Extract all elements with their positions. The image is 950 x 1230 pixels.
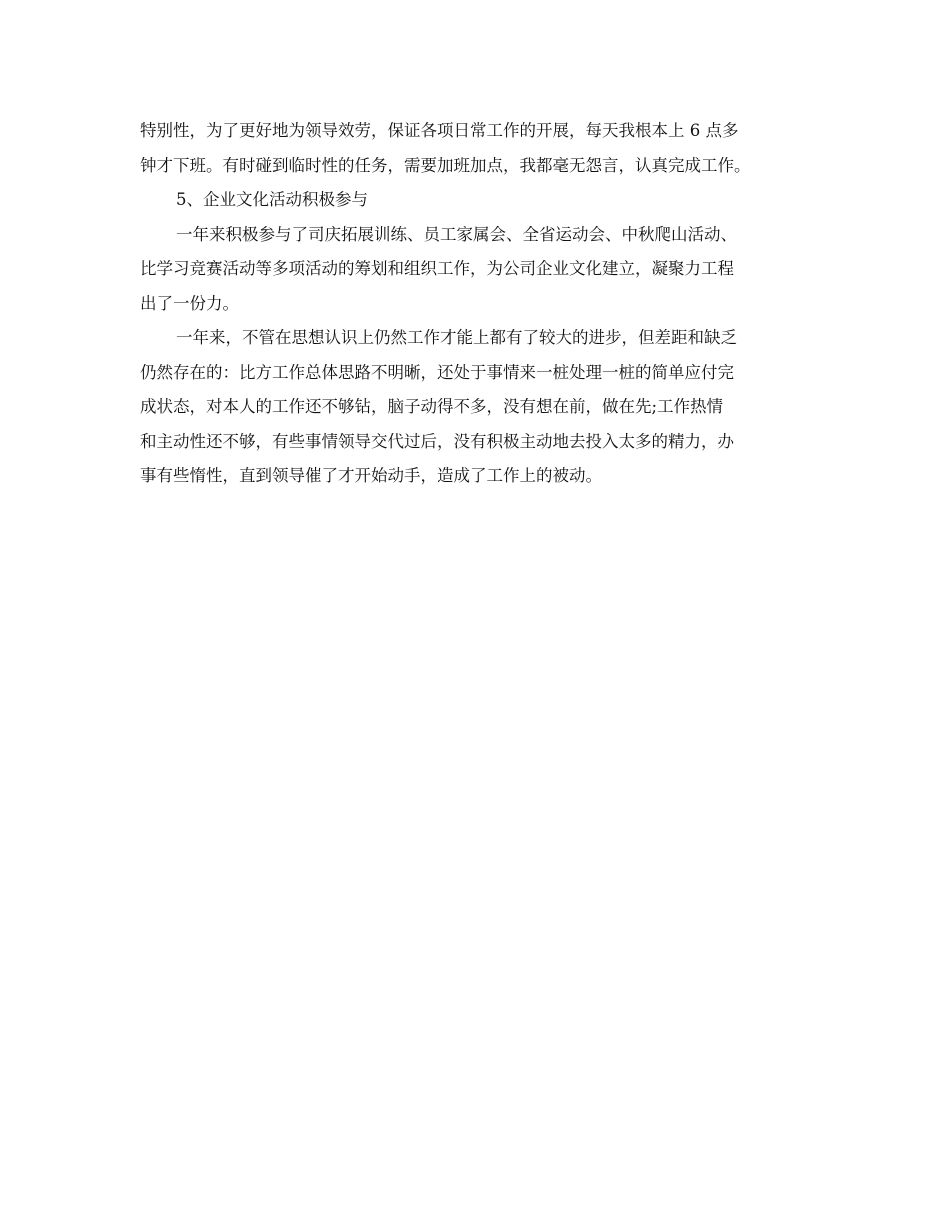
text-line-1: 特别性，为了更好地为领导效劳，保证各项日常工作的开展，每天我根本上 6 点多 <box>140 121 739 140</box>
text-line-8: 仍然存在的：比方工作总体思路不明晰，还处于事情来一桩处理一桩的简单应付完 <box>140 362 734 382</box>
text-line-10: 和主动性还不够，有些事情领导交代过后，没有积极主动地去投入太多的精力，办 <box>140 431 734 451</box>
text-line-4: 一年来积极参与了司庆拓展训练、员工家属会、全省运动会、中秋爬山活动、 <box>176 224 737 244</box>
section-heading-5: 5、企业文化活动积极参与 <box>176 190 368 209</box>
text-line-5: 比学习竞赛活动等多项活动的筹划和组织工作，为公司企业文化建立，凝聚力工程 <box>140 259 734 278</box>
text-line-2: 钟才下班。有时碰到临时性的任务，需要加班加点，我都毫无怨言，认真完成工作。 <box>140 155 751 175</box>
text-line-9: 成状态，对本人的工作还不够钻，脑子动得不多，没有想在前，做在先;工作热情 <box>140 397 724 416</box>
text-line-7: 一年来，不管在思想认识上仍然工作才能上都有了较大的进步，但差距和缺乏 <box>176 328 737 347</box>
text-line-11: 事有些惰性，直到领导催了才开始动手，造成了工作上的被动。 <box>140 466 602 485</box>
document-body <box>140 114 825 494</box>
text-line-6: 出了一份力。 <box>140 293 239 313</box>
